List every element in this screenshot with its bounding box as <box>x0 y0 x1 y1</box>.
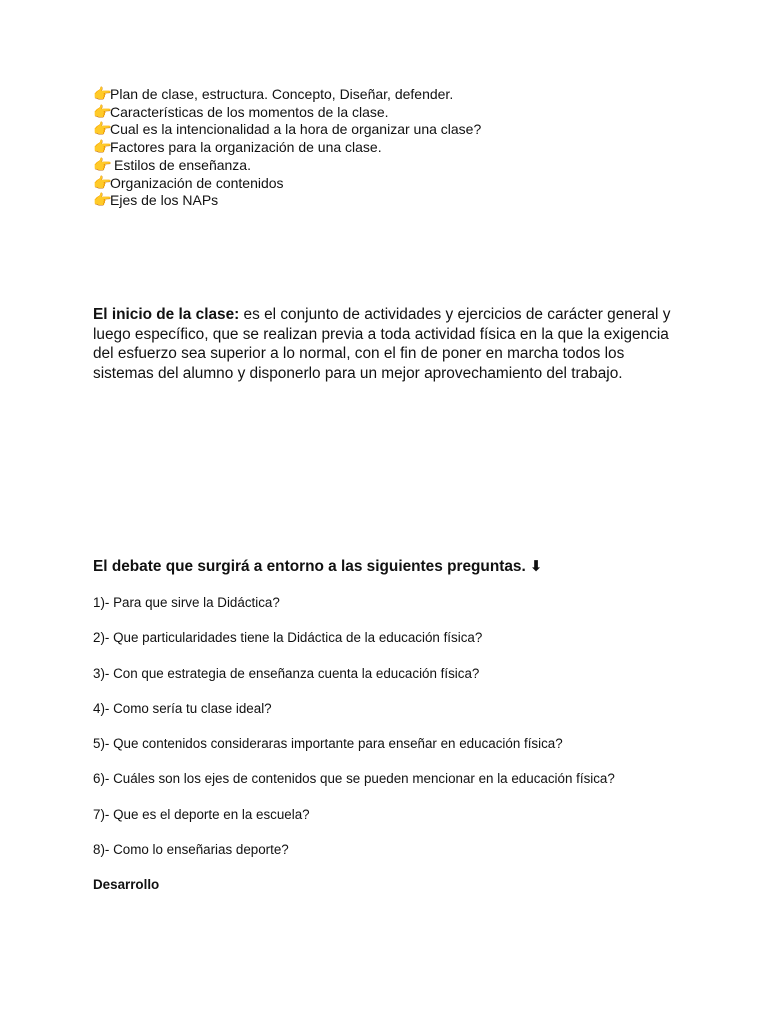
question-item: 1)- Para que sirve la Didáctica? <box>93 595 280 610</box>
topic-item <box>93 121 481 139</box>
question-item: 7)- Que es el deporte en la escuela? <box>93 806 310 822</box>
question-item: 8)- Como lo enseñarias deporte? <box>93 842 289 858</box>
topics-list <box>93 86 481 210</box>
topic-text: Plan de clase, estructura. Concepto, Diseñar, defender. <box>110 86 454 102</box>
pointing-hand-icon: 👉 <box>93 191 112 210</box>
pointing-hand-icon: 👉 <box>93 138 112 157</box>
question-item: 5)- Que contenidos consideraras importante para enseñar en educación física? <box>93 736 563 752</box>
pointing-hand-icon: 👉 <box>93 85 112 103</box>
topic-text: Organización de contenidos <box>110 174 284 191</box>
question-item: 6)- Cuáles son los ejes de contenidos que se pueden mencionar en la educación física? <box>93 771 615 787</box>
pointing-hand-icon: 👉 <box>93 155 112 174</box>
intro-definition: es el conjunto de actividades y ejercicios de carácter general y luego específico, que se realizan previa a toda actividad física en la que la exigencia del esfuerzo sea superior a lo normal, con el fin de poner en marcha todos los sistemas del alumno y disponerlo para un mejor aprovechamiento del trabajo. <box>93 306 671 382</box>
question-item: 3)- Con que estrategia de enseñanza cuenta la educación física? <box>93 665 480 681</box>
down-arrow-icon: ⬇ <box>529 557 543 575</box>
topic-text: Estilos de enseñanza. <box>114 156 251 173</box>
topic-text: Factores para la organización de una clase. <box>110 139 382 156</box>
section-heading-desarrollo: Desarrollo <box>93 877 160 892</box>
topic-item <box>93 175 481 193</box>
pointing-hand-icon: 👉 <box>93 120 112 139</box>
pointing-hand-icon: 👉 <box>93 102 112 121</box>
intro-term: El inicio de la clase: <box>93 306 240 323</box>
debate-title-text: El debate que surgirá a entorno a las siguientes preguntas. <box>93 558 526 575</box>
question-item: 4)- Como sería tu clase ideal? <box>93 700 272 716</box>
topic-item <box>93 104 481 122</box>
topic-text: Características de los momentos de la clase. <box>110 103 389 120</box>
topic-item <box>93 139 481 157</box>
topic-text: Cual es la intencionalidad a la hora de organizar una clase? <box>110 121 482 138</box>
pointing-hand-icon: 👉 <box>93 173 112 192</box>
topic-item <box>93 157 481 175</box>
topic-text: Ejes de los NAPs <box>110 192 219 209</box>
debate-heading <box>93 557 542 576</box>
question-item: 2)- Que particularidades tiene la Didáctica de la educación física? <box>93 630 483 646</box>
intro-paragraph <box>93 305 683 383</box>
questions-list <box>93 594 615 876</box>
topic-item <box>93 192 481 210</box>
topic-item <box>93 86 481 104</box>
